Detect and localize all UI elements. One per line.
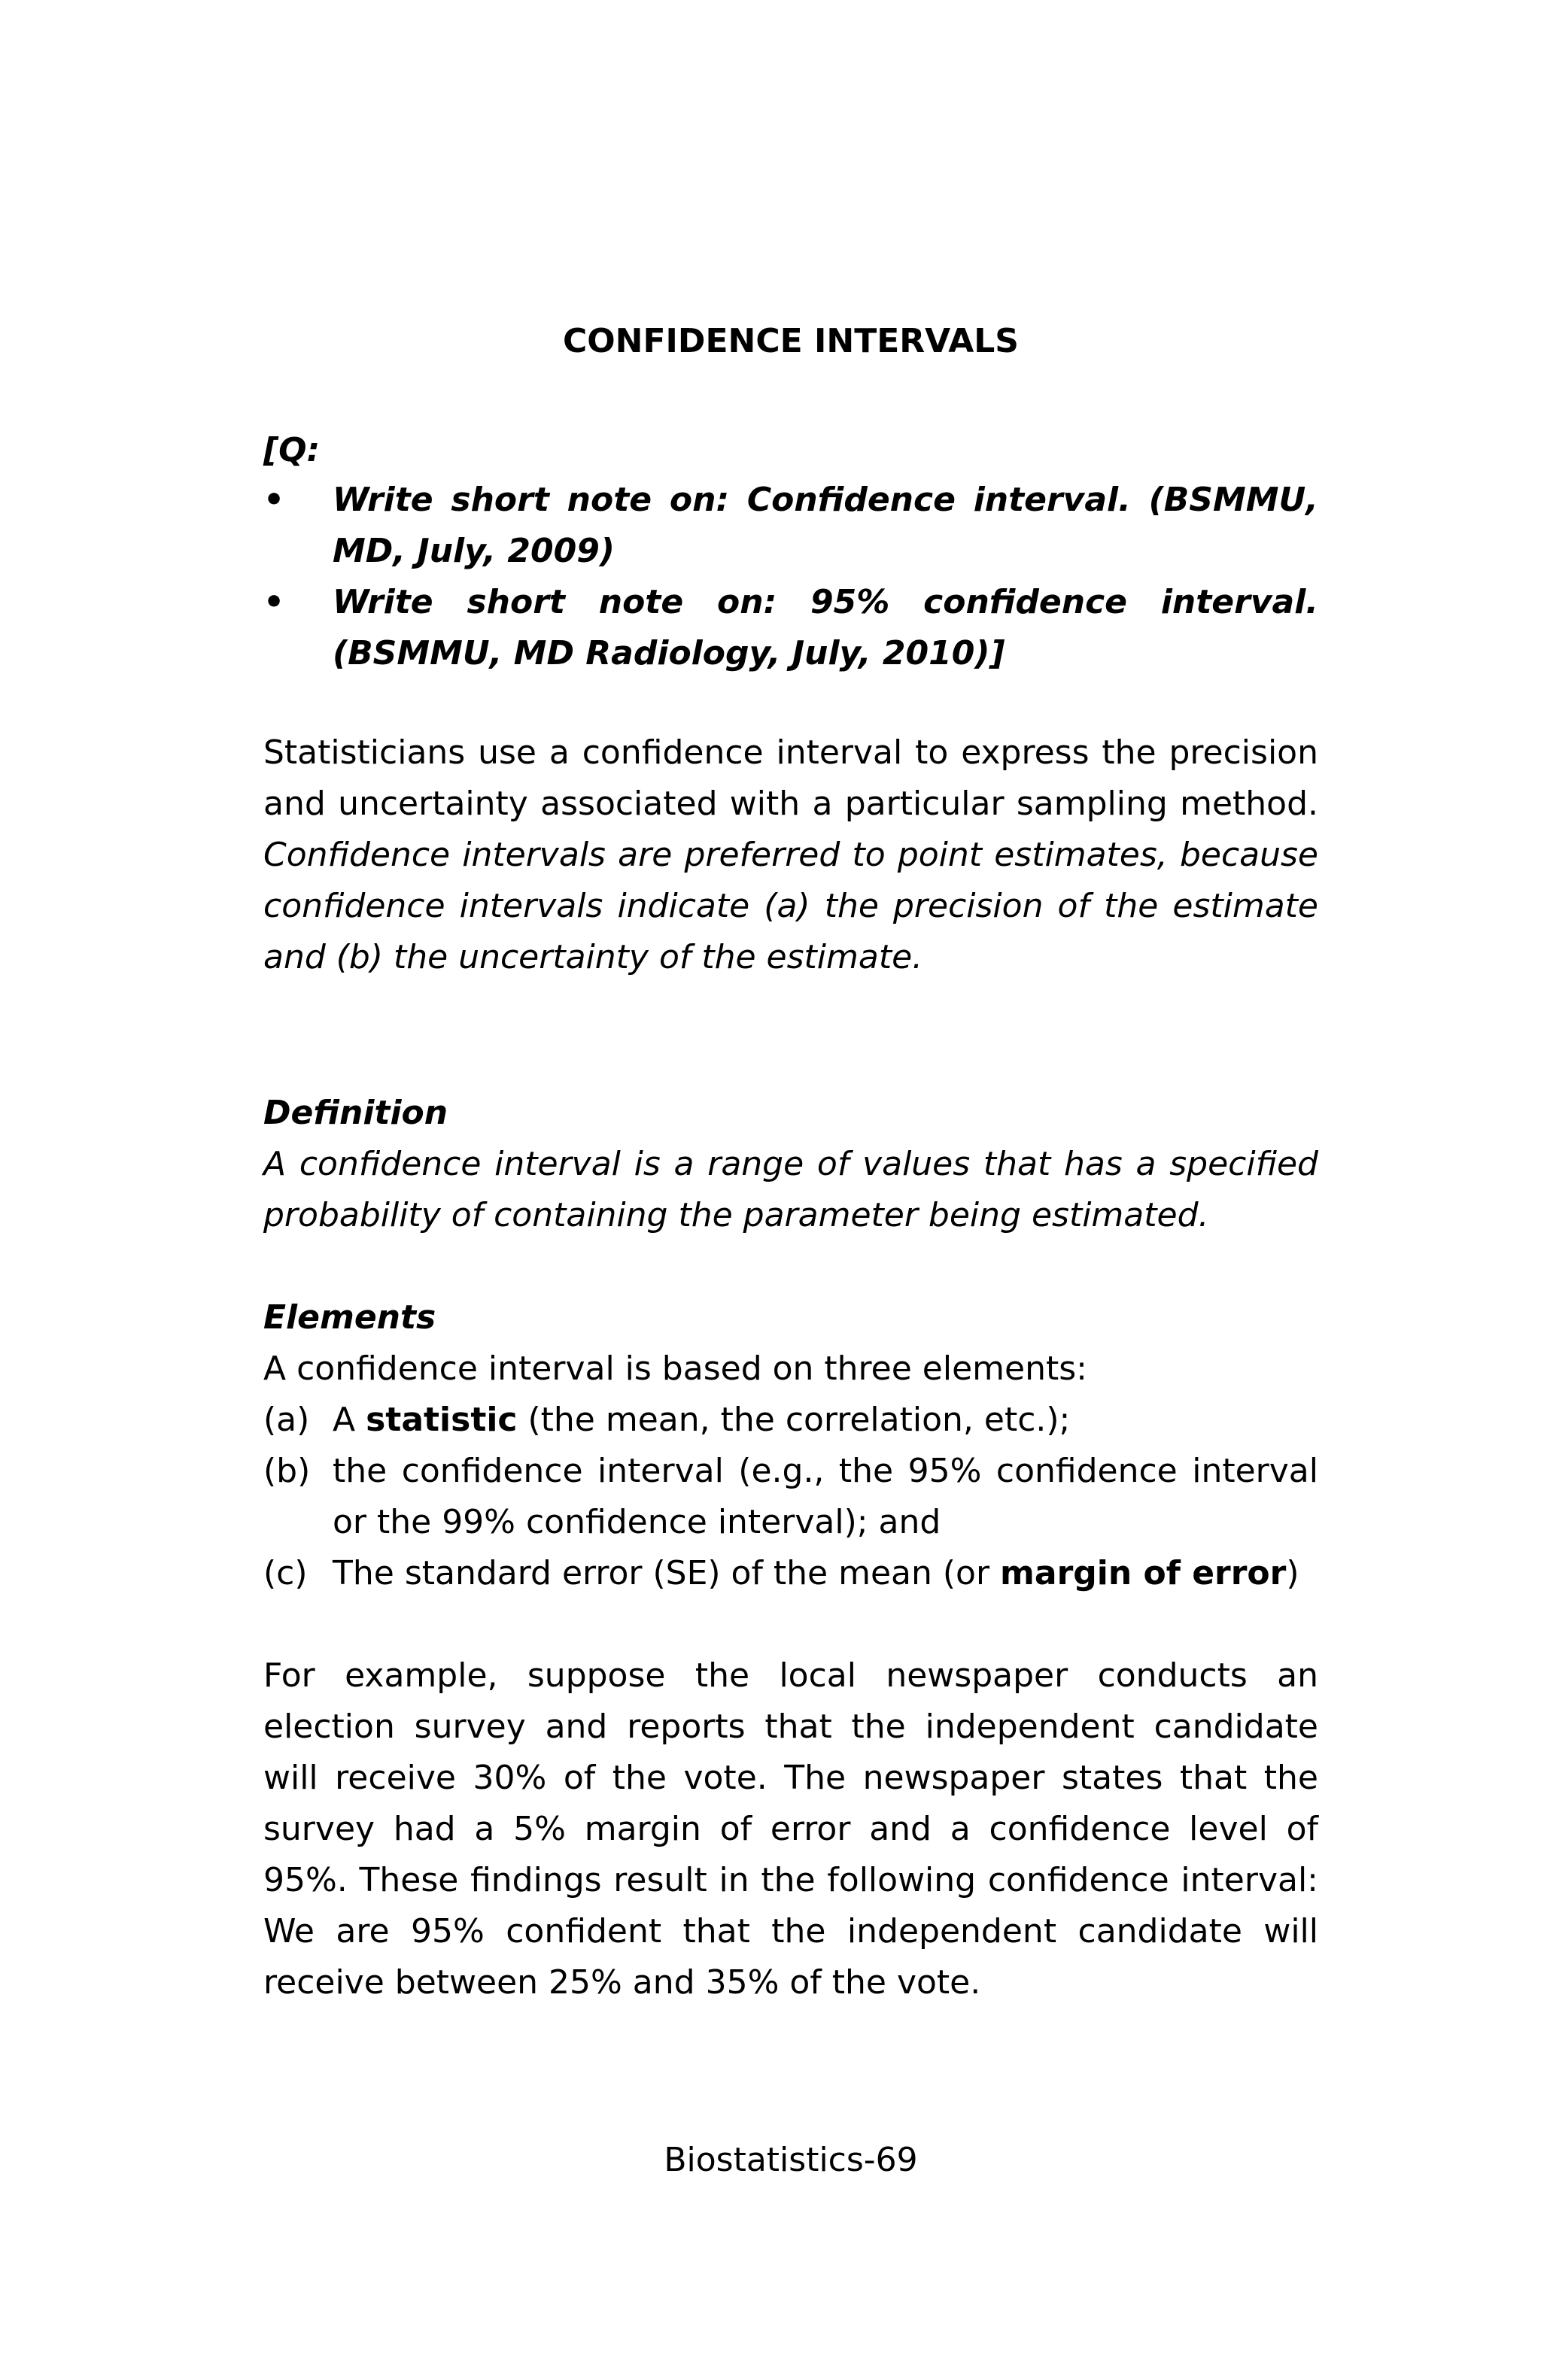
question-label: [Q: bbox=[263, 431, 321, 469]
list-item bbox=[263, 1395, 1318, 1446]
question-text: Write short note on: 95% confidence interval. (BSMMU, MD Radiology, July, 2010)] bbox=[333, 583, 1318, 672]
bullet-icon: • bbox=[263, 583, 285, 621]
question-item bbox=[263, 577, 1318, 679]
example-paragraph: For example, suppose the local newspaper conducts an election survey and reports that the independent candidate will receive 30% of the vote. The newspaper states that the survey had a 5% margin of error and a confidence level of 95%. These findings result in the following confidence interval: We are 95% confident that the independent candidate will receive between 25% and 35% of the vote. bbox=[263, 1656, 1318, 2002]
elements-list bbox=[263, 1395, 1318, 1599]
definition-text: A confidence interval is a range of values that has a specified probability of containing the parameter being estimated. bbox=[263, 1145, 1318, 1234]
list-marker: (c) bbox=[263, 1554, 308, 1592]
list-item-text: the confidence interval (e.g., the 95% confidence interval or the 99% confidence interval); and bbox=[333, 1452, 1318, 1541]
list-item-bold: statistic bbox=[366, 1401, 518, 1439]
question-item bbox=[263, 475, 1318, 577]
question-list bbox=[263, 475, 1318, 679]
definition-heading: Definition bbox=[263, 1094, 448, 1132]
page-footer: Biostatistics-69 bbox=[664, 2141, 918, 2179]
elements-intro: A confidence interval is based on three elements: bbox=[263, 1349, 1087, 1388]
intro-paragraph bbox=[263, 727, 1318, 983]
list-item-text-after: ) bbox=[1286, 1554, 1299, 1592]
list-item bbox=[263, 1446, 1318, 1548]
list-marker: (a) bbox=[263, 1401, 310, 1439]
intro-plain-text: Statisticians use a confidence interval to express the precision and uncertainty associated with a particular sampling method. bbox=[263, 733, 1318, 823]
list-item-bold: margin of error bbox=[1000, 1554, 1287, 1592]
list-marker: (b) bbox=[263, 1452, 311, 1490]
question-text: Write short note on: Confidence interval. (BSMMU, MD, July, 2009) bbox=[333, 481, 1318, 570]
list-item-text: The standard error (SE) of the mean (or bbox=[333, 1554, 1001, 1592]
list-item bbox=[263, 1548, 1318, 1599]
bullet-icon: • bbox=[263, 481, 285, 519]
list-item-text-after: (the mean, the correlation, etc.); bbox=[517, 1401, 1071, 1439]
intro-italic-text: Confidence intervals are preferred to point estimates, because confidence intervals indicate (a) the precision of the estimate and (b) the uncertainty of the estimate. bbox=[263, 836, 1318, 976]
page-title: CONFIDENCE INTERVALS bbox=[562, 322, 1019, 360]
list-item-text: A bbox=[333, 1401, 366, 1439]
elements-heading: Elements bbox=[263, 1298, 436, 1337]
